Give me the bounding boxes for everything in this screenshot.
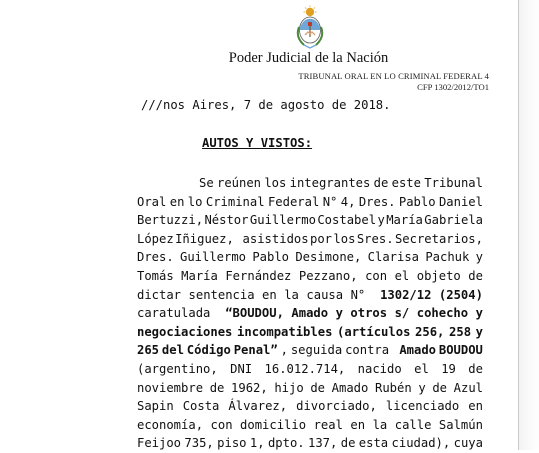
paragraph-word: con [210, 417, 233, 432]
paragraph-word: seguida [290, 343, 343, 358]
paragraph-word: N° [350, 287, 373, 302]
paragraph-word: N° [322, 194, 338, 209]
paragraph-word: Néstor [204, 213, 249, 228]
paragraph-word: Guillermo [179, 250, 247, 265]
paragraph-word: (argentino, [137, 361, 218, 376]
paragraph-word: 258 [449, 324, 472, 339]
paragraph-word: y [475, 306, 483, 321]
section-heading: AUTOS Y VISTOS: [202, 136, 313, 150]
paragraph-word: Costa [182, 399, 220, 414]
paragraph-word: Secretarios, [394, 231, 483, 246]
paragraph-word: y [335, 306, 343, 321]
paragraph-word: noviembre [137, 380, 204, 395]
paragraph-word: Se [199, 176, 214, 190]
paragraph-word: por [310, 231, 333, 246]
paragraph-word: Sapin [137, 399, 174, 414]
paragraph-word: Iñiguez, [175, 231, 242, 246]
paragraph-word: Pezzano, [298, 268, 358, 283]
paragraph-word: 137, [308, 436, 338, 451]
paragraph-word: ciudad), [391, 436, 451, 451]
paragraph-word: sentencia [188, 287, 255, 302]
paragraph-word: hijo [274, 380, 304, 395]
paragraph-word: Rubén [375, 380, 412, 395]
paragraph-word: los [264, 176, 287, 190]
paragraph-word: Azul [453, 380, 483, 395]
paragraph-word: Guillermo [249, 213, 316, 228]
paragraph-word: los [333, 231, 356, 246]
paragraph-word: con [365, 268, 388, 283]
paragraph-word: 1, [249, 436, 265, 451]
paragraph-word: Federal [267, 194, 320, 209]
paragraph-word: 256, [415, 324, 445, 339]
paragraph-word: (2504) [438, 287, 483, 302]
paragraph-word: caratulada [137, 306, 218, 321]
paragraph-word: y [475, 324, 483, 339]
paragraph-word: BOUDOU [438, 343, 483, 358]
paragraph-word: piso [217, 436, 247, 451]
paragraph-word: otros [350, 306, 388, 321]
paragraph-word: economía, [137, 417, 204, 432]
paragraph-word: de [468, 361, 483, 376]
date-line: ///nos Aires, 7 de agosto de 2018. [141, 98, 391, 112]
paragraph-word: Pablo [252, 250, 290, 265]
paragraph-word: objeto [416, 268, 461, 283]
paragraph-word: de [310, 380, 326, 395]
paragraph-word: nacido [357, 361, 402, 376]
paragraph-word: Salmún [438, 417, 483, 432]
paragraph-word: el [394, 268, 410, 283]
paragraph-word: Costabel [317, 213, 377, 228]
paragraph-word: este [391, 176, 421, 190]
paragraph-word: Amado [291, 306, 329, 321]
paragraph-word: Amado [399, 343, 436, 358]
paragraph-word: real [313, 417, 343, 432]
paragraph-word: de [432, 380, 447, 395]
paragraph-word: licenciado [385, 399, 460, 414]
paragraph-word: “BOUDOU, [225, 306, 284, 321]
paragraph-line [137, 267, 483, 286]
paragraph-word: María [181, 268, 218, 283]
paragraph-word: Criminal [205, 194, 265, 209]
paragraph-word: y [418, 380, 426, 395]
court-name: TRIBUNAL ORAL EN LO CRIMINAL FEDERAL 4 [298, 71, 489, 81]
paragraph-word: causa [306, 287, 344, 302]
paragraph-word: 735, [184, 436, 214, 451]
paragraph-word: Daniel [438, 194, 483, 209]
paragraph-line [137, 323, 483, 342]
paragraph-word: la [372, 417, 388, 432]
paragraph-line [137, 416, 483, 435]
paragraph-word: en [468, 399, 483, 414]
paragraph-word: dictar [137, 287, 182, 302]
paragraph-word: Desimone, [295, 250, 362, 265]
paragraph-word: el [414, 361, 429, 376]
paragraph-word: Clarisa [367, 250, 420, 265]
paragraph-word: Sres. [356, 231, 394, 246]
paragraph-word: Álvarez, [228, 399, 288, 414]
paragraph-word: negociaciones [137, 324, 233, 339]
paragraph-word: dpto. [267, 436, 305, 451]
paragraph-word: cuya [453, 436, 483, 451]
paragraph-word: Penal” [233, 343, 278, 358]
paragraph-line [137, 193, 483, 212]
paragraph-word: Dres. [358, 194, 396, 209]
paragraph-word: del [161, 343, 184, 358]
paragraph-word: lo [187, 194, 203, 209]
institution-title: Poder Judicial de la Nación [228, 50, 389, 66]
paragraph-word: Amado [331, 380, 369, 395]
paragraph-word: integrantes [289, 176, 371, 190]
paragraph-word: Gabriela [424, 213, 483, 228]
paragraph-word: en [350, 417, 366, 432]
paragraph-line [137, 286, 483, 305]
paragraph-line [137, 360, 483, 379]
paragraph-word: DNI [230, 361, 253, 376]
paragraph-word: Tomás [137, 268, 174, 283]
paragraph-word: Código [186, 343, 231, 358]
paragraph-word: contra [345, 343, 397, 358]
paragraph-word: y [475, 250, 483, 265]
paragraph-word: Tribunal [424, 176, 483, 190]
paragraph-word: 4, [340, 194, 356, 209]
paragraph-word: 19 [441, 361, 456, 376]
paragraph-word: López [137, 231, 174, 246]
paragraph-word: de [340, 436, 356, 451]
paragraph-word: esta [358, 436, 389, 451]
paragraph-word: Oral [137, 194, 167, 209]
body-paragraph [137, 174, 483, 453]
paragraph-word: Fernández [225, 268, 292, 283]
paragraph-word: Bertuzzi, [137, 213, 204, 228]
page-edge [518, 0, 539, 450]
paragraph-line [137, 248, 483, 267]
paragraph-word: de [209, 380, 225, 395]
paragraph-word: , [280, 343, 288, 358]
paragraph-word: Dres. [137, 250, 174, 265]
paragraph-line [137, 379, 483, 398]
paragraph-word: 1302/12 [380, 287, 432, 302]
paragraph-line [137, 434, 483, 453]
national-emblem-icon [294, 5, 326, 49]
paragraph-line [137, 304, 483, 323]
case-reference: CFP 1302/2012/TO1 [417, 82, 489, 92]
paragraph-word: y [377, 213, 385, 228]
paragraph-word: reúnen [216, 176, 262, 190]
paragraph-word: 265 [137, 343, 160, 358]
paragraph-word: calle [394, 417, 432, 432]
paragraph-word: Feijoo [137, 436, 182, 451]
paragraph-line [137, 341, 483, 360]
paragraph-line [137, 230, 483, 249]
paragraph-word: cohecho [416, 306, 469, 321]
paragraph-word: en [262, 287, 277, 302]
paragraph-word: de [468, 268, 483, 283]
paragraph-word: 1962, [231, 380, 268, 395]
paragraph-word: asistidos [242, 231, 309, 246]
paragraph-word: Pablo [398, 194, 436, 209]
paragraph-word: (artículos [337, 324, 411, 339]
paragraph-word: divorciado, [296, 399, 377, 414]
paragraph-word: s/ [394, 306, 410, 321]
paragraph-line [137, 211, 483, 230]
paragraph-word: 16.012.714, [264, 361, 346, 376]
paragraph-word: en [169, 194, 185, 209]
paragraph-word: domicilio [240, 417, 307, 432]
paragraph-line [137, 397, 483, 416]
paragraph-word: Pachuk [425, 250, 470, 265]
paragraph-word: incompatibles [237, 324, 333, 339]
paragraph-word: la [284, 287, 299, 302]
paragraph-word: María [386, 213, 423, 228]
paragraph-line [137, 174, 483, 193]
paragraph-word: de [373, 176, 389, 190]
